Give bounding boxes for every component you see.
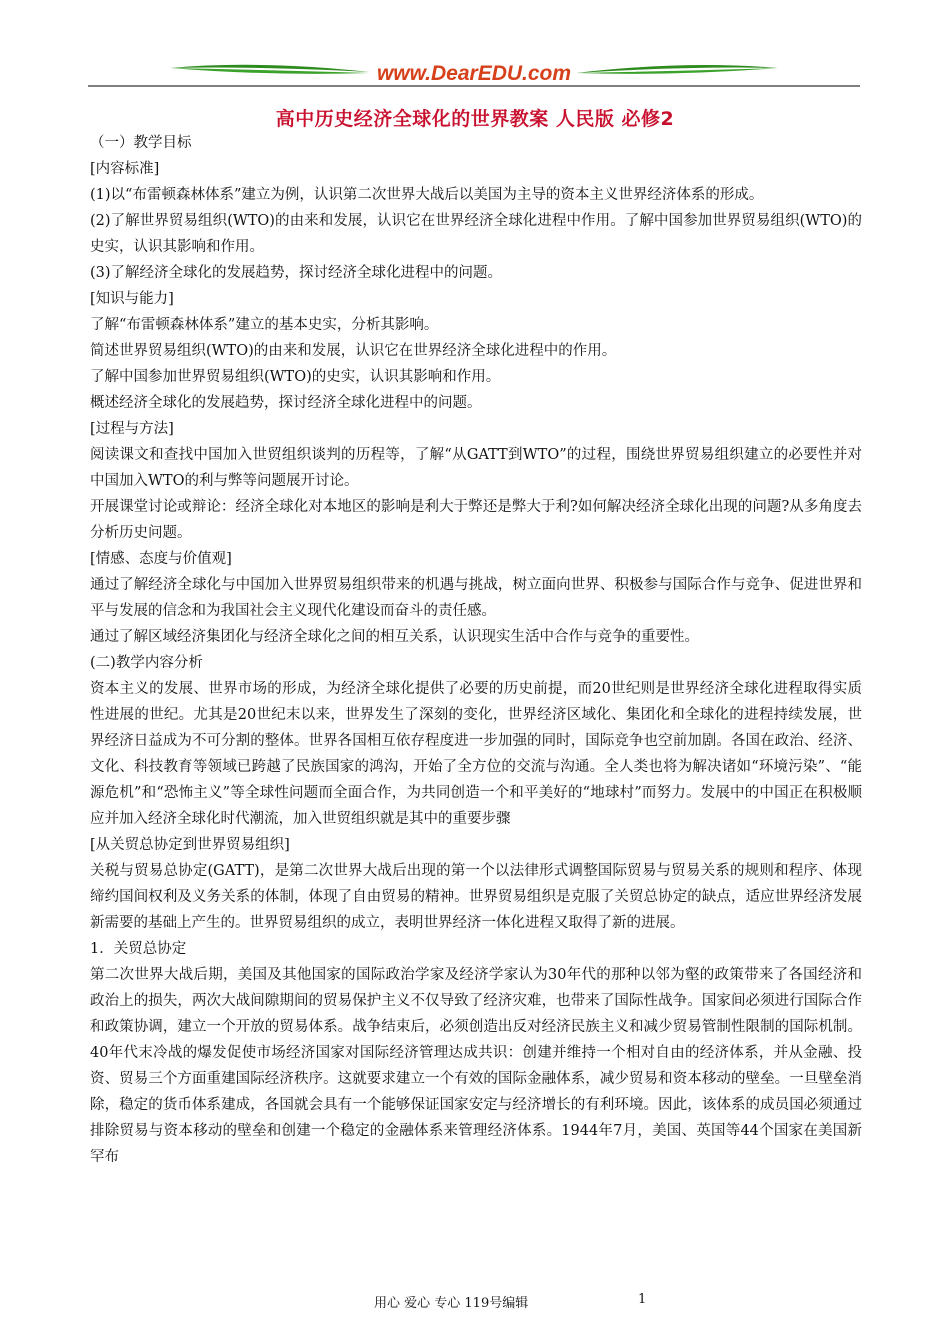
paragraph: (二)教学内容分析 <box>90 655 203 671</box>
site-logo: www.DearEDU.com <box>376 62 572 85</box>
paragraph: 简述世界贸易组织(WTO)的由来和发展，认识它在世界经济全球化进程中的作用。 <box>90 343 617 359</box>
paragraph: 通过了解经济全球化与中国加入世界贸易组织带来的机遇与挑战，树立面向世界、积极参与国际合作与竞争、促进世界和平与发展的信念和为我国社会主义现代化建设而奋斗的责任感。 <box>90 577 862 619</box>
paragraph: 开展课堂讨论或辩论：经济全球化对本地区的影响是利大于弊还是弊大于利?如何解决经济全球化出现的问题?从多角度去分析历史问题。 <box>90 499 862 541</box>
document-title: 高中历史经济全球化的世界教案 人民版 必修2 <box>275 108 675 130</box>
paragraph: 概述经济全球化的发展趋势，探讨经济全球化进程中的问题。 <box>90 395 482 411</box>
paragraph: 阅读课文和查找中国加入世贸组织谈判的历程等，了解“从GATT到WTO”的过程，围绕世界贸易组织建立的必要性并对中国加入WTO的利与弊等问题展开讨论。 <box>90 447 862 489</box>
paragraph: [情感、态度与价值观] <box>90 551 232 567</box>
paragraph: (3)了解经济全球化的发展趋势，探讨经济全球化进程中的问题。 <box>90 265 503 281</box>
paragraph: 了解“布雷顿森林体系”建立的基本史实，分析其影响。 <box>90 317 439 333</box>
site-logo-banner <box>88 56 860 96</box>
paragraph: 第二次世界大战后期，美国及其他国家的国际政治学家及经济学家认为30年代的那种以邻为壑的政策带来了各国经济和政治上的损失，两次大战间隙期间的贸易保护主义不仅导致了经济灾难，也带来了国际性战争。国家间必须进行国际合作和政策协调，建立一个开放的贸易体系。战争结束后，必须创造出反对经济民族主义和减少贸易管制性限制的国际机制。40年代末冷战的爆发促使市场经济国家对国际经济管理达成共识：创建并维持一个相对自由的经济体系，并从金融、投资、贸易三个方面重建国际经济秩序。这就要求建立一个有效的国际金融体系，减少贸易和资本移动的壁垒。一旦壁垒消除，稳定的货币体系建成，各国就会具有一个能够保证国家安定与经济增长的有利环境。因此，该体系的成员国必须通过排除贸易与资本移动的壁垒和创建一个稳定的金融体系来管理经济体系。1944年7月，美国、英国等44个国家在美国新罕布 <box>90 967 862 1165</box>
document-body <box>90 130 862 1170</box>
paragraph: [从关贸总协定到世界贸易组织] <box>90 837 290 853</box>
paragraph: 通过了解区域经济集团化与经济全球化之间的相互关系，认识现实生活中合作与竞争的重要性。 <box>90 629 699 645</box>
paragraph: 关税与贸易总协定(GATT)，是第二次世界大战后出现的第一个以法律形式调整国际贸易与贸易关系的规则和程序、体现缔约国间权利及义务关系的体制，体现了自由贸易的精神。世界贸易组织是克服了关贸总协定的缺点，适应世界经济发展新需要的基础上产生的。世界贸易组织的成立，表明世界经济一体化进程又取得了新的进展。 <box>90 863 862 931</box>
paragraph: 1．关贸总协定 <box>90 941 187 957</box>
footer-text: 用心 爱心 专心 119号编辑 <box>374 1296 529 1311</box>
paragraph: [过程与方法] <box>90 421 174 437</box>
paragraph: [内容标准] <box>90 161 160 177</box>
paragraph: 资本主义的发展、世界市场的形成，为经济全球化提供了必要的历史前提，而20世纪则是世界经济全球化进程取得实质性进展的世纪。尤其是20世纪末以来，世界发生了深刻的变化，世界经济区域化、集团化和全球化的进程持续发展，世界经济日益成为不可分割的整体。世界各国相互依存程度进一步加强的同时，国际竞争也空前加剧。各国在政治、经济、文化、科技教育等领域已跨越了民族国家的鸿沟，开始了全方位的交流与沟通。全人类也将为解决诸如“环境污染”、“能源危机”和“恐怖主义”等全球性问题而全面合作，为共同创造一个和平美好的“地球村”而努力。发展中的中国正在积极顺应并加入经济全球化时代潮流，加入世贸组织就是其中的重要步骤 <box>90 681 862 827</box>
header-banner <box>88 56 860 96</box>
page-number: 1 <box>638 1292 647 1307</box>
paragraph: (2)了解世界贸易组织(WTO)的由来和发展，认识它在世界经济全球化进程中作用。了解中国参加世界贸易组织(WTO)的史实，认识其影响和作用。 <box>90 213 862 255</box>
paragraph: （一）教学目标 <box>90 135 192 151</box>
paragraph: [知识与能力] <box>90 291 174 307</box>
paragraph: (1)以“布雷顿森林体系”建立为例，认识第二次世界大战后以美国为主导的资本主义世界经济体系的形成。 <box>90 187 764 203</box>
paragraph: 了解中国参加世界贸易组织(WTO)的史实，认识其影响和作用。 <box>90 369 501 385</box>
page-footer <box>0 1292 950 1312</box>
left-swoosh-shadow-icon <box>170 68 370 74</box>
